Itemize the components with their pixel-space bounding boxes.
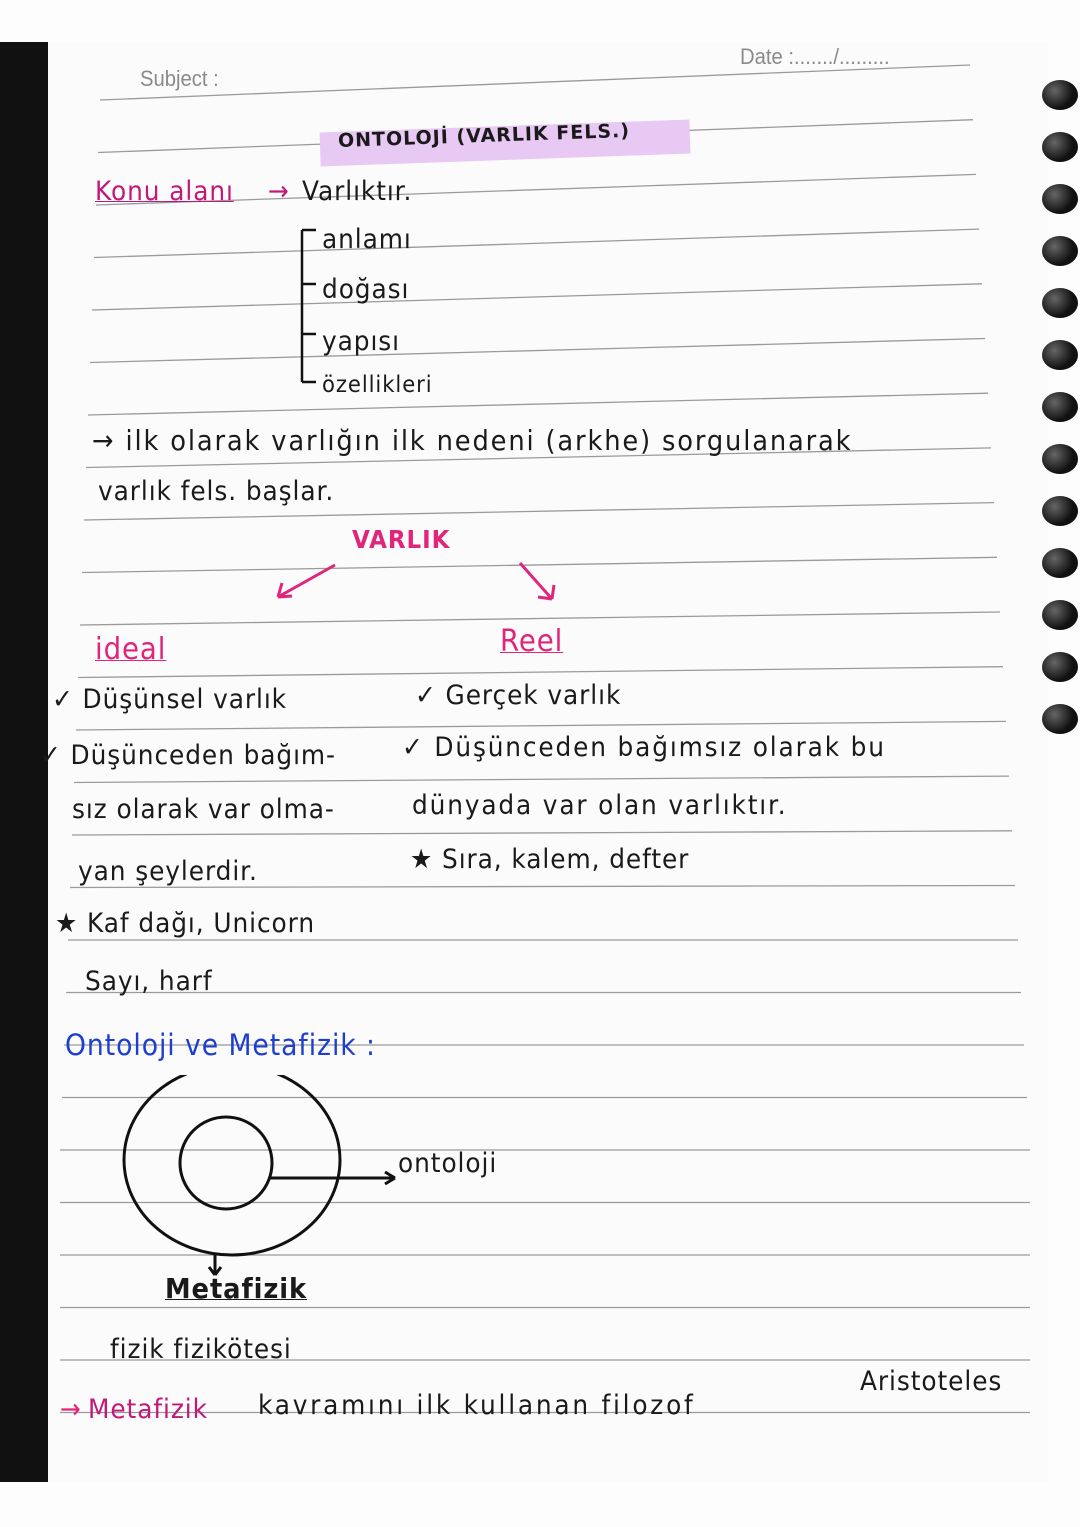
inner-circle-label: ontoloji: [398, 1148, 498, 1179]
spiral-ring: [1042, 132, 1078, 162]
conclusion-term: Metafizik: [88, 1394, 208, 1425]
spiral-ring: [1042, 600, 1078, 630]
reel-line: dünyada var olan varlıktır.: [412, 790, 788, 821]
reel-line: ★ Sıra, kalem, defter: [410, 844, 690, 875]
ideal-line: ✓ Düşünceden bağım-: [40, 740, 336, 771]
branch-arrows-icon: [260, 555, 580, 610]
ruled-line: [90, 339, 985, 363]
reel-heading: Reel: [500, 624, 564, 659]
spiral-ring: [1042, 184, 1078, 214]
section2-heading: Ontoloji ve Metafizik :: [65, 1028, 376, 1062]
spiral-ring: [1042, 496, 1078, 526]
intro-line: varlık fels. başlar.: [98, 476, 335, 507]
ruled-line: [88, 393, 988, 415]
conclusion-arrow: →: [60, 1394, 82, 1425]
spiral-ring: [1042, 704, 1078, 734]
ideal-heading: ideal: [95, 632, 167, 667]
outer-circle-label: Metafizik: [165, 1272, 308, 1305]
ontology-metaphysics-diagram: [110, 1075, 430, 1285]
outer-circle-note: fizik fizikötesi: [110, 1334, 292, 1365]
ruled-line: [94, 229, 979, 257]
topic-label: Konu alanı: [95, 176, 234, 207]
branch-item: özellikleri: [322, 372, 433, 398]
reel-line: ✓ Gerçek varlık: [415, 680, 622, 711]
branch-item: anlamı: [322, 224, 412, 255]
spiral-ring: [1042, 80, 1078, 110]
spiral-ring: [1042, 392, 1078, 422]
spiral-ring: [1042, 340, 1078, 370]
ruled-line: [72, 831, 1012, 835]
ruled-line: [74, 776, 1009, 782]
ideal-line: yan şeylerdir.: [78, 856, 258, 887]
spiral-ring: [1042, 288, 1078, 318]
ruled-line: [92, 284, 982, 310]
ruled-line: [100, 65, 970, 100]
topic-value: Varlıktır.: [302, 176, 413, 207]
ruled-line: [78, 667, 1003, 678]
spiral-ring: [1042, 548, 1078, 578]
topic-arrow: →: [268, 176, 290, 207]
conclusion-name: Aristoteles: [860, 1366, 1003, 1397]
intro-line: → ilk olarak varlığın ilk nedeni (arkhe) sorgulanarak: [92, 424, 853, 457]
ruled-line: [76, 721, 1006, 730]
date-label: Date :......./.........: [740, 44, 890, 69]
spiral-ring: [1042, 652, 1078, 682]
ideal-line: ✓ Düşünsel varlık: [52, 684, 288, 715]
branch-item: doğası: [322, 274, 410, 305]
reel-line: ✓ Düşünceden bağımsız olarak bu: [402, 732, 886, 763]
ideal-line: ★ Kaf dağı, Unicorn: [55, 908, 316, 939]
subject-label: Subject :: [140, 66, 219, 91]
spiral-ring: [1042, 236, 1078, 266]
branch-item: yapısı: [322, 326, 400, 357]
varlik-heading: VARLIK: [352, 525, 451, 554]
page-title: ONTOLOJİ (VARLIK FELS.): [337, 119, 631, 152]
spiral-ring: [1042, 444, 1078, 474]
conclusion-text: kavramını ilk kullanan filozof: [258, 1390, 696, 1421]
ideal-line: sız olarak var olma-: [72, 794, 335, 825]
ideal-line: Sayı, harf: [85, 966, 213, 997]
